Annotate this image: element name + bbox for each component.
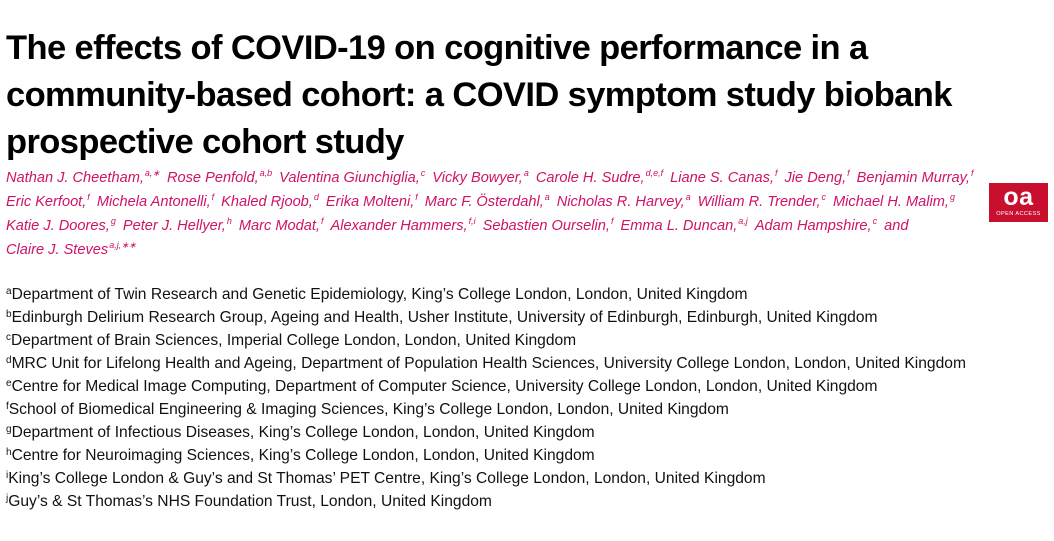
author-affiliation-marker: c	[420, 168, 426, 178]
author[interactable]	[432, 170, 529, 186]
author-affiliation-marker: g	[110, 216, 116, 226]
author[interactable]	[784, 170, 849, 186]
author-name: Vicky Bowyer,	[432, 170, 523, 186]
author[interactable]	[221, 194, 319, 210]
affiliation-text: MRC Unit for Lifelong Health and Ageing, Department of Population Health Sciences, University College London, London, United Kingdom	[11, 355, 966, 372]
author-affiliation-marker: a	[523, 168, 529, 178]
author[interactable]	[670, 170, 777, 186]
author-affiliation-marker: f	[610, 216, 614, 226]
author-name: Sebastien Ourselin,	[482, 218, 610, 234]
author-affiliation-marker: f	[415, 192, 418, 202]
affiliation	[6, 467, 966, 490]
affiliation-text: Department of Twin Research and Genetic Epidemiology, King’s College London, London, United Kingdom	[11, 286, 748, 303]
author-affiliation-marker: g	[949, 192, 955, 202]
author-affiliation-marker: a,j	[738, 216, 748, 226]
author-affiliation-marker: a,j,∗∗	[109, 240, 137, 250]
author-name: Adam Hampshire,	[754, 218, 872, 234]
affiliation-text: Department of Brain Sciences, Imperial College London, London, United Kingdom	[11, 332, 577, 349]
author-name: Michela Antonelli,	[96, 194, 211, 210]
author-list	[6, 166, 981, 262]
author-affiliation-marker: f	[320, 216, 324, 226]
affiliation	[6, 375, 966, 398]
author-affiliation-marker: h	[226, 216, 232, 226]
author-name: Marc F. Österdahl,	[424, 194, 544, 210]
author[interactable]	[557, 194, 691, 210]
author[interactable]	[425, 194, 550, 210]
author[interactable]	[483, 218, 614, 234]
author-name: Valentina Giunchiglia,	[279, 170, 420, 186]
author-affiliation-marker: a,b	[259, 168, 273, 178]
author-affiliation-marker: d,e,f	[645, 168, 664, 178]
open-access-logo: oa	[1003, 183, 1034, 211]
author[interactable]	[884, 218, 908, 234]
affiliation	[6, 283, 966, 306]
author-line	[6, 166, 981, 190]
author-name: Jie Deng,	[784, 170, 847, 186]
affiliation	[6, 444, 966, 467]
author-affiliation-marker: c	[872, 216, 878, 226]
author-name: William R. Trender,	[697, 194, 821, 210]
author-name: Khaled Rjoob,	[221, 194, 313, 210]
author-line	[6, 190, 981, 214]
author[interactable]	[331, 218, 476, 234]
title-line: community-based cohort: a COVID symptom study biobank	[6, 76, 952, 115]
author-affiliation-marker: a,∗	[144, 168, 160, 178]
author[interactable]	[279, 170, 425, 186]
affiliation-marker: d	[6, 355, 12, 366]
author-name: Nathan J. Cheetham,	[6, 170, 144, 186]
author[interactable]	[857, 170, 974, 186]
author-name: Michael H. Malim,	[833, 194, 949, 210]
author-name: Erika Molteni,	[325, 194, 415, 210]
author-affiliation-marker: f	[211, 192, 215, 202]
title-line: The effects of COVID-19 on cognitive performance in a	[6, 29, 868, 68]
author-name: Alexander Hammers,	[330, 218, 468, 234]
affiliation-marker: e	[6, 378, 12, 389]
author-affiliation-marker: d	[313, 192, 319, 202]
author-name: Emma L. Duncan,	[620, 218, 738, 234]
affiliation-text: Department of Infectious Diseases, King’s College London, London, United Kingdom	[11, 424, 595, 441]
author[interactable]	[536, 170, 663, 186]
affiliation-marker: a	[6, 286, 12, 297]
affiliation-marker: c	[6, 332, 11, 343]
affiliation	[6, 421, 966, 444]
affiliation-text: Centre for Medical Image Computing, Department of Computer Science, University College London, London, United Kingdom	[11, 378, 878, 395]
affiliation-text: King’s College London & Guy’s and St Thomas’ PET Centre, King’s College London, London, United Kingdom	[8, 470, 766, 487]
author-name: Eric Kerfoot,	[6, 194, 87, 210]
author-affiliation-marker: f	[970, 168, 974, 178]
open-access-label: OPEN ACCESS	[996, 211, 1041, 217]
author-affiliation-marker: f	[87, 192, 90, 202]
author[interactable]	[123, 218, 232, 234]
author-name: Rose Penfold,	[166, 170, 259, 186]
affiliation-text: Guy’s & St Thomas’s NHS Foundation Trust, London, United Kingdom	[8, 493, 492, 510]
affiliation	[6, 490, 966, 513]
author[interactable]	[97, 194, 214, 210]
author[interactable]	[6, 242, 136, 258]
author-name: Katie J. Doores,	[6, 218, 110, 234]
author[interactable]	[755, 218, 877, 234]
author[interactable]	[6, 194, 90, 210]
affiliation-marker: i	[6, 470, 9, 481]
author-affiliation-marker: a	[685, 192, 691, 202]
affiliation-marker: h	[6, 447, 12, 458]
affiliation-marker: g	[6, 424, 12, 435]
author-name: Benjamin Murray,	[856, 170, 970, 186]
affiliation	[6, 398, 966, 421]
article-title	[6, 25, 966, 166]
affiliation-marker: b	[6, 309, 12, 320]
author[interactable]	[698, 194, 826, 210]
affiliation-marker: f	[6, 401, 9, 412]
affiliation-text: School of Biomedical Engineering & Imaging Sciences, King’s College London, London, United Kingdom	[8, 401, 729, 418]
author[interactable]	[833, 194, 955, 210]
affiliation	[6, 352, 966, 375]
open-access-badge[interactable]	[989, 183, 1048, 222]
author[interactable]	[239, 218, 324, 234]
author-name: Nicholas R. Harvey,	[556, 194, 685, 210]
author[interactable]	[6, 170, 160, 186]
author-affiliation-marker: f,i	[468, 216, 476, 226]
author-affiliation-marker: a	[544, 192, 550, 202]
title-line: prospective cohort study	[6, 123, 404, 162]
affiliation	[6, 329, 966, 352]
author-line	[6, 214, 981, 238]
author-name: Carole H. Sudre,	[535, 170, 645, 186]
author-name: Marc Modat,	[238, 218, 320, 234]
author-affiliation-marker: f	[774, 168, 778, 178]
author-affiliation-marker: c	[821, 192, 827, 202]
author[interactable]	[167, 170, 272, 186]
author-name: Liane S. Canas,	[670, 170, 774, 186]
author[interactable]	[620, 218, 747, 234]
affiliation-list	[6, 283, 966, 513]
author[interactable]	[326, 194, 418, 210]
author-name: Claire J. Steves	[6, 242, 109, 258]
affiliation-text: Centre for Neuroimaging Sciences, King’s College London, London, United Kingdom	[11, 447, 595, 464]
author-affiliation-marker: f	[847, 168, 850, 178]
author-name: and	[884, 218, 909, 234]
affiliation-text: Edinburgh Delirium Research Group, Ageing and Health, Usher Institute, University of Edinburgh, Edinburgh, United Kingdom	[11, 309, 878, 326]
author[interactable]	[6, 218, 116, 234]
author-line	[6, 238, 981, 262]
affiliation-marker: j	[6, 493, 9, 504]
affiliation	[6, 306, 966, 329]
author-name: Peter J. Hellyer,	[122, 218, 226, 234]
